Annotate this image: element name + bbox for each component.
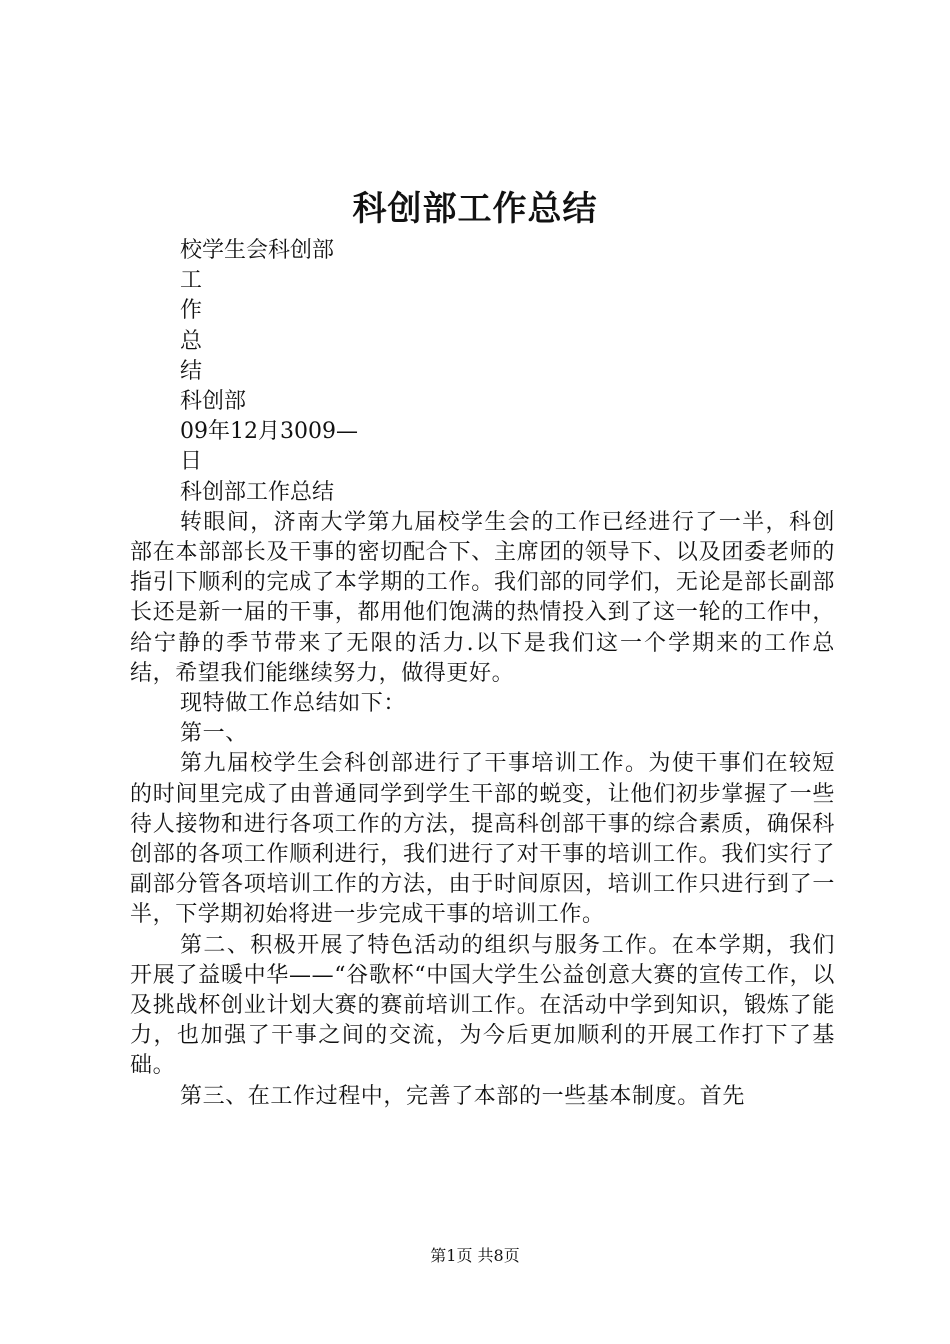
page-footer: 第1页 共8页 <box>430 1246 520 1265</box>
header-line-char-4: 结 <box>180 358 203 384</box>
paragraph-activities: 第二、积极开展了特色活动的组织与服务工作。在本学期，我们开展了益暖中华——“谷歌杯“中国大学生公益创意大赛的宣传工作，以及挑战杯创业计划大赛的赛前培训工作。在活动中学到知识，锻炼了能力，也加强了干事之间的交流，为今后更加顺利的开展工作打下了基础。 <box>130 932 835 1079</box>
paragraph-rules: 第三、在工作过程中，完善了本部的一些基本制度。首先 <box>180 1083 746 1109</box>
header-line-char-1: 工 <box>180 268 203 294</box>
document-body <box>130 236 835 1112</box>
paragraph-training: 第九届校学生会科创部进行了干事培训工作。为使干事们在较短的时间里完成了由普通同学到学生干部的蜕变，让他们初步掌握了一些待人接物和进行各项工作的方法，提高科创部干事的综合素质，确保科创部的各项工作顺利进行，我们进行了对干事的培训工作。我们实行了副部分管各项培训工作的方法，由于时间原因，培训工作只进行到了一半，下学期初始将进一步完成干事的培训工作。 <box>130 751 835 928</box>
header-line-author: 科创部 <box>180 388 247 414</box>
header-line-char-3: 总 <box>180 328 203 354</box>
paragraph-summary-lead: 现特做工作总结如下： <box>180 690 407 716</box>
header-line-subtitle: 科创部工作总结 <box>180 479 335 505</box>
header-line-day: 日 <box>180 449 203 475</box>
document-title: 科创部工作总结 <box>352 189 598 229</box>
header-line-char-2: 作 <box>180 298 203 324</box>
header-line-department: 校学生会科创部 <box>180 238 335 263</box>
header-line-date: 09年12月3009— <box>180 419 358 445</box>
paragraph-intro: 转眼间，济南大学第九届校学生会的工作已经进行了一半，科创部在本部部长及干事的密切配合下、主席团的领导下、以及团委老师的指引下顺利的完成了本学期的工作。我们部的同学们，无论是部长副部长还是新一届的干事，都用他们饱满的热情投入到了这一轮的工作中，给宁静的季节带来了无限的活力.以下是我们这一个学期来的工作总结，希望我们能继续努力，做得更好。 <box>130 509 835 686</box>
paragraph-first-heading: 第一、 <box>180 721 248 747</box>
